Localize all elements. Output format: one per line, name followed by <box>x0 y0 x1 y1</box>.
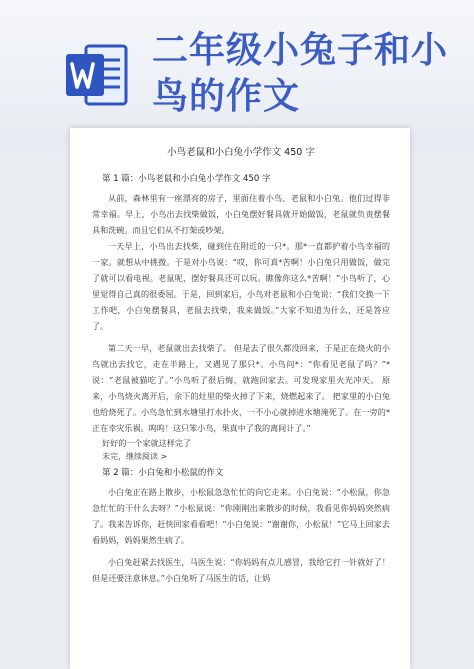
closing-line: 好好的一个家就这样完了 <box>102 438 192 448</box>
read-more-link[interactable]: 未完，继续阅读 > <box>102 452 168 461</box>
paragraph: 从前，森林里有一座漂亮的房子，里面住着小鸟、老鼠和小白兔。他们过得非常幸福。早上，小鸟出去找柴做饭，小白兔摆好餐具就开始做饭，老鼠就负责摆餐具和洗碗。而且它们从不打架或吵架。 <box>92 193 390 235</box>
word-document-icon <box>62 40 132 110</box>
section-heading: 第 2 篇：小白兔和小松鼠的作文 <box>102 468 224 478</box>
paragraph: 第二天一早，老鼠就出去找柴了。 但是去了很久都没回来，于是正在烧火的小鸟就出去找它，走在半路上，又遇见了那只*。小鸟问*：“你看见老鼠了吗？”*说：“老鼠被猫吃了。”小鸟听了很后悔，就跑回家去。可发现家里火光冲天。 原来，小鸟烧火离开后，余下的灶里的柴火掉了下来，烧燃起来了。 把家里的小白兔也给烧死了。小鸟急忙到水塘里打水扑火，一不小心就掉进水塘淹死了。在一旁的*正在幸灾乐祸。呜呜！这只笨小鸟，果真中了我的离间计了。” <box>92 343 390 433</box>
banner-title-line1: 二年级小兔子和小 <box>152 30 449 71</box>
paragraph: 一天早上，小鸟出去找柴，碰到住在附近的一只*。那*一直都护着小鸟幸福的一家。就想从中挑拨。于是对小鸟说：“哎，你可真*苦啊！小白兔只用做饭，做完了就可以看电视。老鼠呢，摆好餐具还可以玩。瞧像你这么*苦啊！”小鸟听了，心里觉得自己真的很委屈。于是，回到家后，小鸟对老鼠和小白兔说：“我们交换一下工作吧，小白兔摆餐具，老鼠去找柴，我来做饭。”大家不知道为什么，还是答应了。 <box>92 241 390 331</box>
document-title: 小鸟老鼠和小白兔小学作文 450 字 <box>167 147 315 158</box>
document-page <box>70 128 410 669</box>
section-heading: 第 1 篇：小鸟老鼠和小白兔小学作文 450 字 <box>102 174 271 184</box>
paragraph: 小白兔正在路上散步，小松鼠急急忙忙的向它走来。小白兔说：“小松鼠，你急急忙忙的干什么去呀？”小松鼠说：“你刚刚出来散步的时候，我看见你妈妈突然病了。我来告诉你，赶快回家看看吧！”小白兔说：“谢谢你，小松鼠！”它马上回家去看妈妈，妈妈果然生病了。 <box>92 487 390 545</box>
paragraph: 小白兔赶紧去找医生，马医生说：“你妈妈有点儿感冒，我给它打一针就好了！但是还要注意休息。”小白兔听了马医生的话，让妈 <box>92 557 390 583</box>
banner-title-line2: 鸟的作文 <box>152 76 301 117</box>
document-body <box>92 144 390 586</box>
banner-title <box>152 28 472 120</box>
